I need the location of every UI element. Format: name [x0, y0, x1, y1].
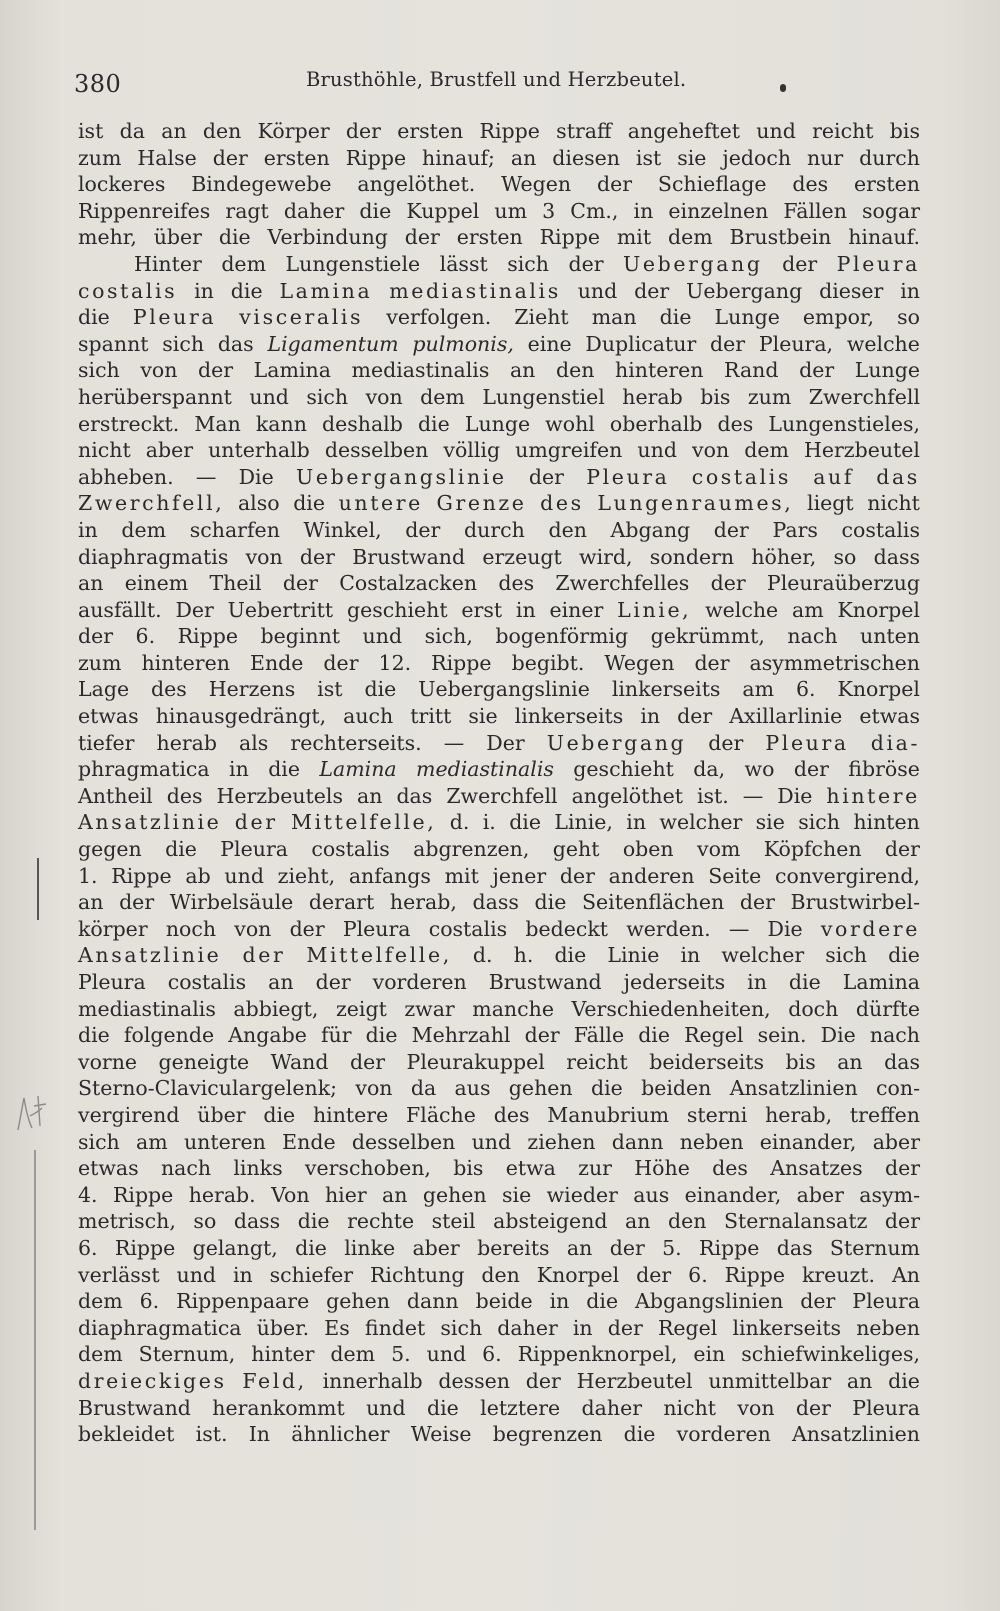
text-line: die folgende Angabe für die Mehrzahl der Fälle die Regel sein. Die nach — [78, 1023, 920, 1048]
text-line: Brustwand herankommt und die letztere daher nicht von der Pleura — [78, 1395, 920, 1420]
text-line: Antheil des Herzbeutels an das Zwerchfell angelöthet ist. — Die hintere — [78, 783, 920, 808]
text-line: in dem scharfen Winkel, der durch den Abgang der Pars costalis — [78, 517, 920, 542]
text-line: die Pleura visceralis verfolgen. Zieht man die Lunge empor, so — [78, 305, 920, 330]
text-line: bekleidet ist. In ähnlicher Weise begrenzen die vorderen Ansatzlinien — [78, 1422, 920, 1447]
body-text — [78, 118, 920, 1448]
text-line: dem 6. Rippenpaare gehen dann beide in die Abgangslinien der Pleura — [78, 1289, 920, 1314]
text-line: Hinter dem Lungenstiele lässt sich der Uebergang der Pleura — [134, 251, 920, 276]
text-line: körper noch von der Pleura costalis bedeckt werden. — Die vordere — [78, 916, 920, 941]
text-line: vorne geneigte Wand der Pleurakuppel reicht beiderseits bis an das — [78, 1049, 920, 1074]
text-line: ausfällt. Der Uebertritt geschieht erst in einer Linie, welche am Knorpel — [78, 597, 920, 622]
text-line: der 6. Rippe beginnt und sich, bogenförmig gekrümmt, nach unten — [78, 624, 920, 649]
text-line: zum Halse der ersten Rippe hinauf; an diesen ist sie jedoch nur durch — [78, 145, 920, 170]
page-number: 380 — [74, 70, 122, 98]
text-line: etwas nach links verschoben, bis etwa zur Höhe des Ansatzes der — [78, 1156, 920, 1181]
text-line: Ansatzlinie der Mittelfelle, d. h. die Linie in welcher sich die — [78, 943, 920, 968]
text-line: Ansatzlinie der Mittelfelle, d. i. die Linie, in welcher sie sich hinten — [78, 810, 920, 835]
text-line: mehr, über die Verbindung der ersten Rippe mit dem Brustbein hinauf. — [78, 225, 920, 250]
text-line: spannt sich das Ligamentum pulmonis, eine Duplicatur der Pleura, welche — [78, 331, 920, 356]
text-line: lockeres Bindegewebe angelöthet. Wegen der Schieflage des ersten — [78, 172, 920, 197]
text-line: dem Sternum, hinter dem 5. und 6. Rippenknorpel, ein schiefwinkeliges, — [78, 1342, 920, 1367]
text-line: nicht aber unterhalb desselben völlig umgreifen und von dem Herzbeutel — [78, 438, 920, 463]
margin-pencil-line — [37, 858, 39, 920]
text-line: tiefer herab als rechterseits. — Der Uebergang der Pleura dia- — [78, 730, 920, 755]
text-line: verlässt und in schiefer Richtung den Knorpel der 6. Rippe kreuzt. An — [78, 1262, 920, 1287]
text-line: 1. Rippe ab und zieht, anfangs mit jener der anderen Seite convergirend, — [78, 863, 920, 888]
text-line: diaphragmatis von der Brustwand erzeugt wird, sondern höher, so dass — [78, 544, 920, 569]
text-line: Lage des Herzens ist die Uebergangslinie linkerseits am 6. Knorpel — [78, 677, 920, 702]
text-line: metrisch, so dass die rechte steil absteigend an den Sternalansatz der — [78, 1209, 920, 1234]
ink-dot — [780, 84, 786, 92]
text-line: mediastinalis abbiegt, zeigt zwar manche Verschiedenheiten, doch dürfte — [78, 996, 920, 1021]
text-line: Sterno-Claviculargelenk; von da aus gehen die beiden Ansatzlinien con- — [78, 1076, 920, 1101]
text-line: an der Wirbelsäule derart herab, dass die Seitenflächen der Brustwirbel- — [78, 890, 920, 915]
text-line: Pleura costalis an der vorderen Brustwand jederseits in die Lamina — [78, 970, 920, 994]
text-line: 6. Rippe gelangt, die linke aber bereits an der 5. Rippe das Sternum — [78, 1235, 920, 1260]
running-head: Brusthöhle, Brustfell und Herzbeutel. — [306, 68, 687, 91]
text-line: Rippenreifes ragt daher die Kuppel um 3 Cm., in einzelnen Fällen sogar — [78, 198, 920, 223]
text-line: an einem Theil der Costalzacken des Zwerchfelles der Pleuraüberzug — [78, 571, 920, 596]
pencil-margin-mark-icon — [12, 1086, 48, 1136]
text-line: sich von der Lamina mediastinalis an den hinteren Rand der Lunge — [78, 358, 920, 383]
text-line: herüberspannt und sich von dem Lungenstiel herab bis zum Zwerchfell — [78, 384, 920, 409]
text-line: Zwerchfell, also die untere Grenze des Lungenraumes, liegt nicht — [78, 491, 920, 516]
text-line: abheben. — Die Uebergangslinie der Pleura costalis auf das — [78, 464, 920, 489]
text-line: erstreckt. Man kann deshalb die Lunge wohl oberhalb des Lungenstieles, — [78, 411, 920, 436]
text-line: gegen die Pleura costalis abgrenzen, geht oben vom Köpfchen der — [78, 837, 920, 862]
text-line: diaphragmatica über. Es findet sich daher in der Regel linkerseits neben — [78, 1315, 920, 1340]
text-line: etwas hinausgedrängt, auch tritt sie linkerseits in der Axillarlinie etwas — [78, 704, 920, 729]
margin-pencil-line-long — [34, 1150, 36, 1530]
text-line: dreieckiges Feld, innerhalb dessen der Herzbeutel unmittelbar an die — [78, 1368, 920, 1393]
text-line: vergirend über die hintere Fläche des Manubrium sterni herab, treffen — [78, 1102, 920, 1127]
text-line: 4. Rippe herab. Von hier an gehen sie wieder aus einander, aber asym- — [78, 1182, 920, 1207]
text-line: costalis in die Lamina mediastinalis und der Uebergang dieser in — [78, 278, 920, 303]
text-line: ist da an den Körper der ersten Rippe straff angeheftet und reicht bis — [78, 119, 920, 143]
text-line: zum hinteren Ende der 12. Rippe begibt. Wegen der asymmetrischen — [78, 650, 920, 675]
text-line: sich am unteren Ende desselben und ziehen dann neben einander, aber — [78, 1129, 920, 1154]
page-header — [74, 62, 914, 102]
text-line: phragmatica in die Lamina mediastinalis geschieht da, wo der fibröse — [78, 757, 920, 782]
